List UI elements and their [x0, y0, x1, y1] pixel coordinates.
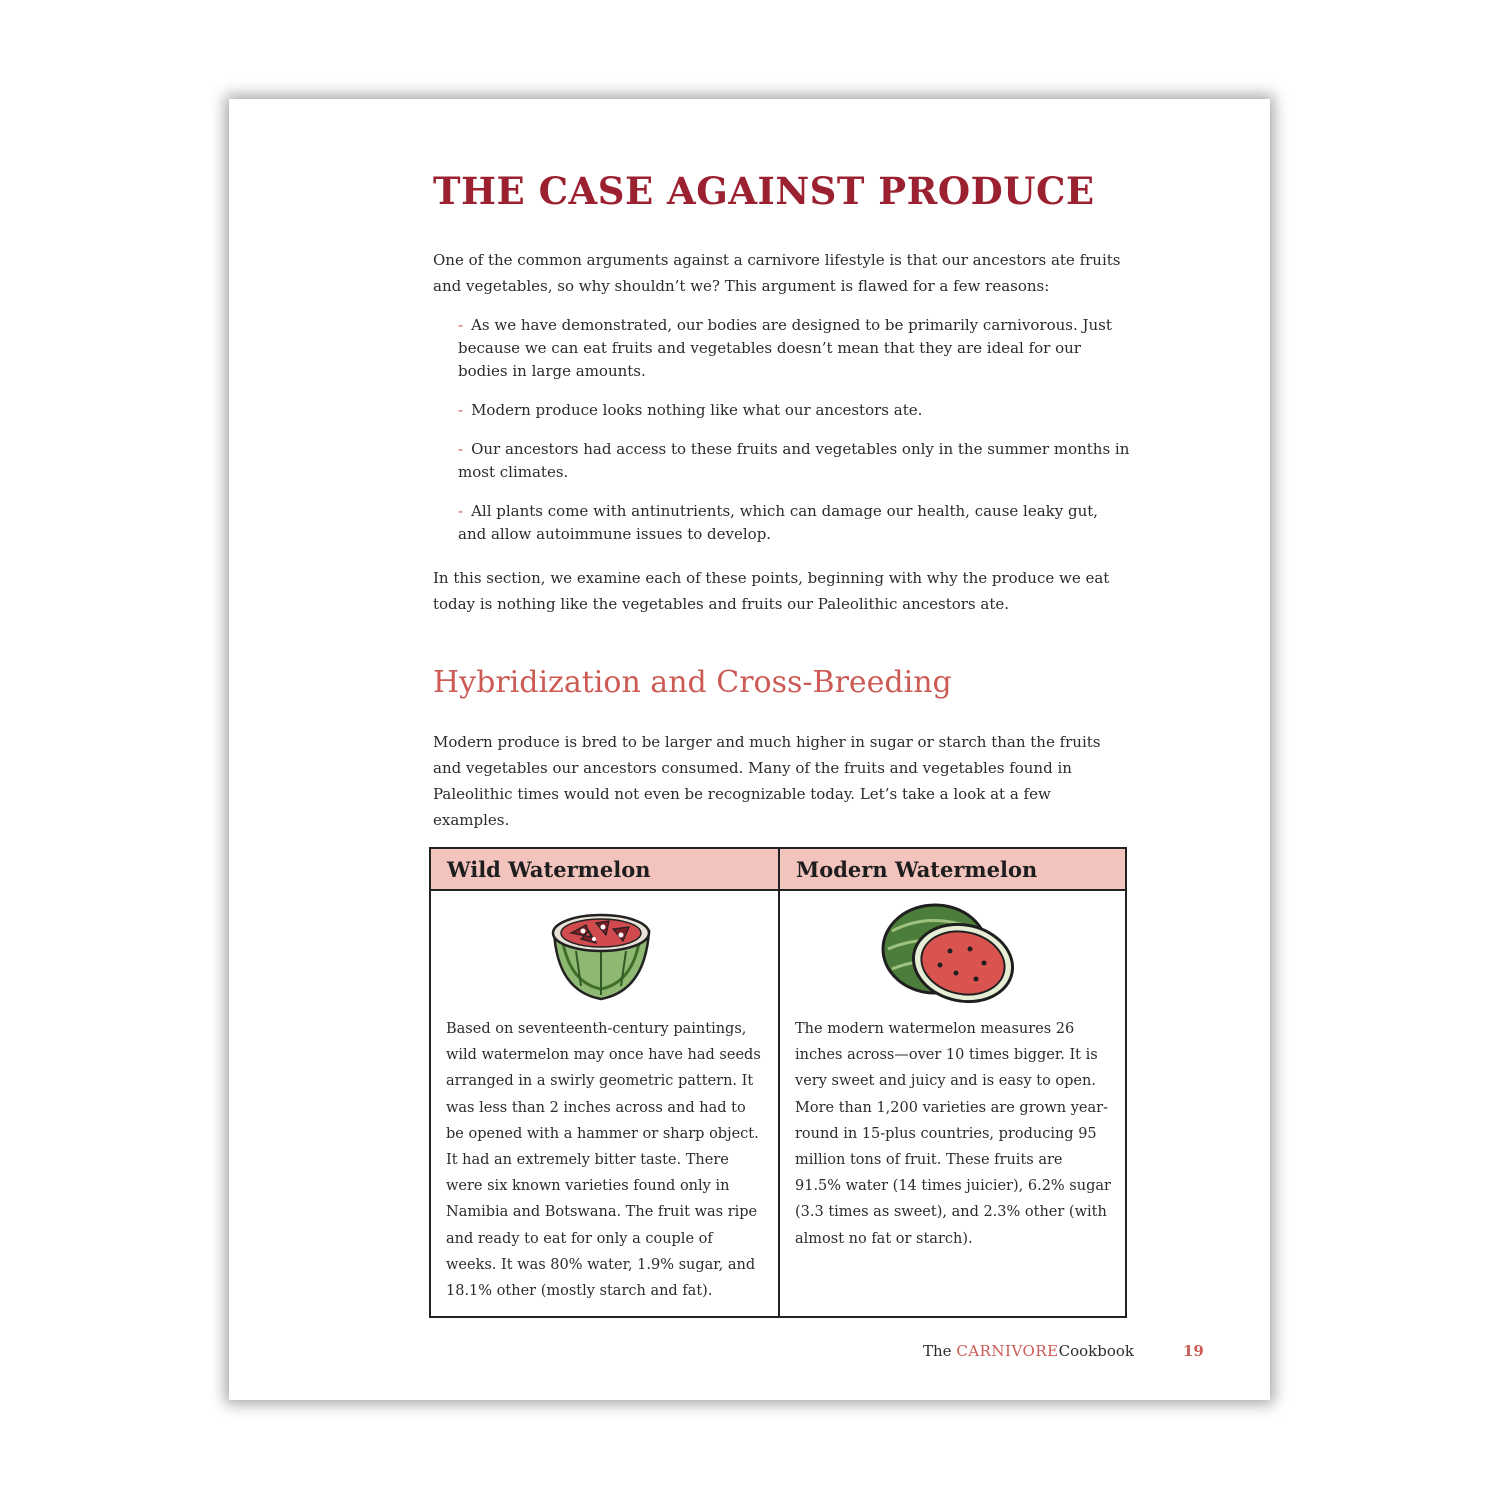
outro-paragraph: In this section, we examine each of these points, beginning with why the produce we eat today is nothing like the vegetables and fruits our Paleolithic ancestors ate.	[433, 569, 1110, 613]
list-item: - Our ancestors had access to these fruits and vegetables only in the summer months in most climates.	[458, 440, 1130, 481]
running-footer	[923, 1342, 1134, 1360]
modern-watermelon-heading: Modern Watermelon	[780, 849, 1125, 891]
section-heading: Hybridization and Cross-Breeding	[433, 665, 952, 700]
list-item: - Modern produce looks nothing like what our ancestors ate.	[458, 401, 923, 419]
footer-brand: CARNIVORE	[956, 1342, 1059, 1360]
wild-watermelon-column	[431, 849, 780, 1316]
section-paragraph: Modern produce is bred to be larger and much higher in sugar or starch than the fruits and vegetables our ancestors consumed. Many of the fruits and vegetables found in Paleolithic times would not even be recognizable today. Let’s take a look at a few examples.	[433, 733, 1101, 829]
comparison-table	[429, 847, 1127, 1318]
book-page	[229, 99, 1270, 1400]
reasons-list	[458, 314, 1130, 562]
modern-watermelon-icon	[780, 891, 1125, 1016]
bullet-dash: -	[458, 401, 464, 419]
bullet-dash: -	[458, 440, 464, 458]
wild-watermelon-description: Based on seventeenth-century paintings, wild watermelon may once have had seeds arranged in a swirly geometric pattern. It was less than 2 inches across and had to be opened with a hammer or sharp object. It had an extremely bitter taste. There were six known varieties found only in Namibia and Botswana. The fruit was ripe and ready to eat for only a couple of weeks. It was 80% water, 1.9% sugar, and 18.1% other (mostly starch and fat).	[446, 1021, 761, 1300]
bullet-dash: -	[458, 316, 464, 334]
modern-watermelon-description: The modern watermelon measures 26 inches across—over 10 times bigger. It is very sweet and juicy and is easy to open. More than 1,200 varieties are grown year-round in 15-plus countries, producing 95 million tons of fruit. These fruits are 91.5% water (14 times juicier), 6.2% sugar (3.3 times as sweet), and 2.3% other (with almost no fat or starch).	[795, 1021, 1111, 1247]
list-item: - As we have demonstrated, our bodies are designed to be primarily carnivorous. Just because we can eat fruits and vegetables doesn’t mean that they are ideal for our bodies in large amounts.	[458, 316, 1112, 380]
page-title: THE CASE AGAINST PRODUCE	[433, 169, 1095, 213]
footer-prefix: The	[923, 1342, 952, 1360]
wild-watermelon-icon	[431, 891, 778, 1016]
modern-watermelon-column	[780, 849, 1125, 1316]
intro-paragraph: One of the common arguments against a carnivore lifestyle is that our ancestors ate fruits and vegetables, so why shouldn’t we? This argument is flawed for a few reasons:	[433, 251, 1121, 295]
wild-watermelon-heading: Wild Watermelon	[431, 849, 778, 891]
list-item: - All plants come with antinutrients, which can damage our health, cause leaky gut, and allow autoimmune issues to develop.	[458, 502, 1099, 543]
page-number: 19	[1183, 1342, 1204, 1360]
bullet-dash: -	[458, 502, 464, 520]
footer-suffix: Cookbook	[1058, 1342, 1134, 1360]
